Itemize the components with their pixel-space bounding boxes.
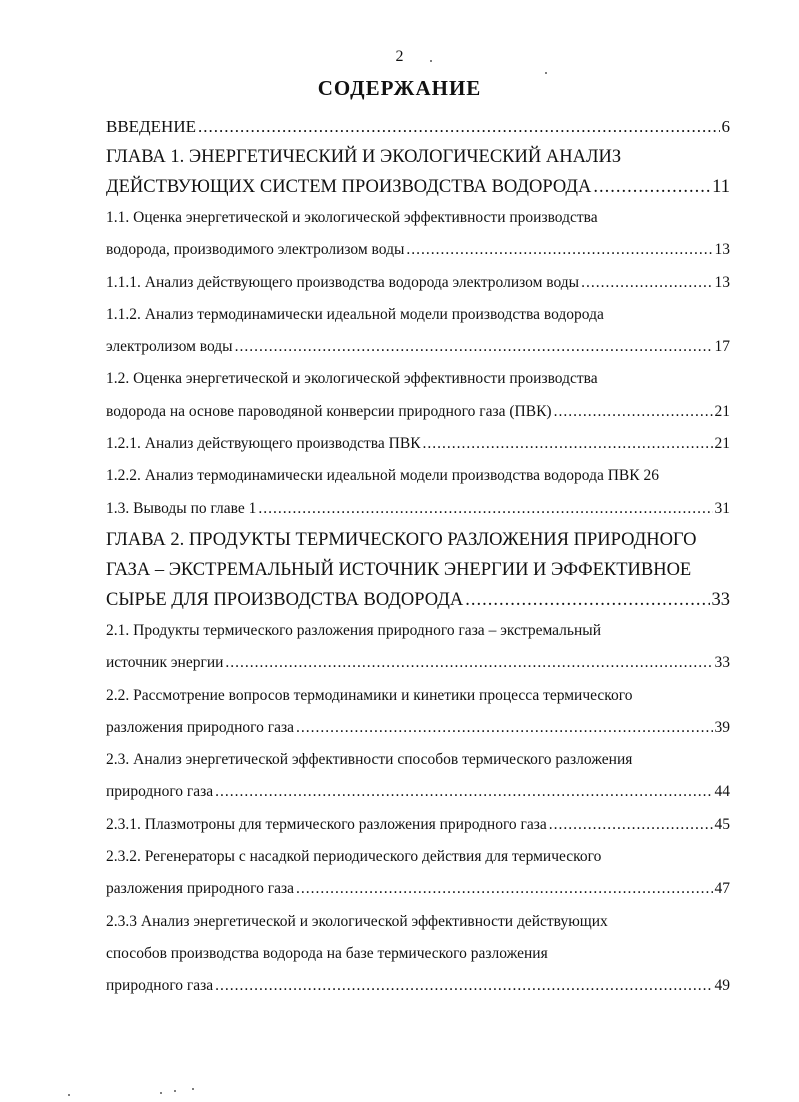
toc-page-number: 31 [714,499,730,517]
toc-entry-text: 1.2.2. Анализ термодинамически идеальной модели производства водорода ПВК 26 [106,467,659,485]
toc-page-number: 39 [714,718,730,736]
toc-page-number: 13 [714,273,730,291]
dot-leader [225,647,712,679]
dot-leader [215,970,712,1002]
toc-entry-text: источник энергии [106,654,224,672]
toc-entry-text: 2.3.1. Плазмотроны для термического разложения природного газа [106,815,547,833]
scan-speck [430,60,432,62]
toc-entry-2-3 [106,744,730,809]
toc-entry-1-3 [106,493,730,525]
table-of-contents [106,112,730,1003]
toc-page-number: 33 [711,589,730,610]
scan-speck [174,1090,176,1092]
toc-entry-text: 1.3. Выводы по главе 1 [106,499,257,517]
toc-entry-text: электролизом воды [106,338,233,356]
dot-leader [549,809,713,841]
toc-entry-text: природного газа [106,977,214,995]
toc-page-number: 47 [714,880,730,898]
toc-entry-1-1-1 [106,267,730,299]
toc-entry-text: 2.2. Рассмотрение вопросов термодинамики и кинетики процесса термического [106,686,633,704]
toc-page-number: 45 [714,815,730,833]
toc-page-number: 33 [714,654,730,672]
toc-page-number: 44 [714,783,730,801]
toc-page-number: 6 [721,117,730,136]
toc-entry-2-3-1 [106,809,730,841]
dot-leader [296,712,713,744]
toc-entry-text: 2.1. Продукты термического разложения природного газа – экстремальный [106,621,601,639]
toc-entry-text: 1.2.1. Анализ действующего производства ПВК [106,435,421,453]
toc-entry-2-3-2 [106,841,730,906]
toc-entry-text: водорода, производимого электролизом воды [106,241,405,259]
toc-entry-1-2-1 [106,428,730,460]
toc-entry-2-2 [106,680,730,745]
scan-speck [160,1092,162,1094]
toc-entry-text: 1.1. Оценка энергетической и экологической эффективности производства [106,209,598,226]
dot-leader [198,112,720,142]
toc-page-number: 13 [714,241,730,259]
scan-speck [192,1088,194,1090]
toc-entry-text: 1.2. Оценка энергетической и экологической эффективности производства [106,370,598,388]
toc-entry-text: СЫРЬЕ ДЛЯ ПРОИЗВОДСТВА ВОДОРОДА [106,589,464,610]
scan-speck [68,1094,70,1096]
toc-entry-2-1 [106,615,730,680]
toc-entry-text: ДЕЙСТВУЮЩИХ СИСТЕМ ПРОИЗВОДСТВА ВОДОРОДА [106,177,592,197]
dot-leader [235,331,713,363]
toc-entry-1-2 [106,363,730,428]
toc-entry-text: разложения природного газа [106,718,294,736]
toc-entry-text: ГАЗА – ЭКСТРЕМАЛЬНЫЙ ИСТОЧНИК ЭНЕРГИИ И ЭФФЕКТИВНОЕ [106,559,692,580]
scan-speck [545,72,547,74]
toc-entry-2-3-3 [106,906,730,1003]
toc-entry-text: разложения природного газа [106,880,294,898]
dot-leader [296,873,713,905]
toc-entry-1-2-2 [106,460,730,492]
dot-leader [465,585,709,615]
toc-entry-text: водорода на основе пароводяной конверсии природного газа (ПВК) [106,402,552,420]
dot-leader [554,396,713,428]
toc-entry-chapter-1 [106,142,730,202]
toc-entry-text: ГЛАВА 2. ПРОДУКТЫ ТЕРМИЧЕСКОГО РАЗЛОЖЕНИЯ ПРИРОДНОГО [106,529,697,550]
toc-entry-text: 2.3.2. Регенераторы с насадкой периодического действия для термического [106,848,602,866]
toc-entry-1-1 [106,202,730,267]
toc-entry-text: ГЛАВА 1. ЭНЕРГЕТИЧЕСКИЙ И ЭКОЛОГИЧЕСКИЙ АНАЛИЗ [106,147,622,167]
toc-entry-introduction [106,112,730,142]
toc-page-number: 17 [714,338,730,356]
toc-entry-text: 2.3.3 Анализ энергетической и экологической эффективности действующих [106,912,608,930]
page-title: СОДЕРЖАНИЕ [317,76,482,100]
dot-leader [406,234,712,266]
dot-leader [215,776,712,808]
toc-page-number: 49 [714,977,730,995]
dot-leader [593,172,710,202]
dot-leader [581,267,712,299]
toc-page-number: 21 [714,435,730,453]
toc-entry-text: ВВЕДЕНИЕ [106,117,196,136]
toc-entry-chapter-2 [106,525,730,615]
dot-leader [423,428,713,460]
toc-entry-text: природного газа [106,783,214,801]
toc-entry-text: 1.1.2. Анализ термодинамически идеальной модели производства водорода [106,305,604,323]
toc-entry-1-1-2 [106,299,730,364]
toc-entry-text: 1.1.1. Анализ действующего производства водорода электролизом воды [106,273,580,291]
toc-page-number: 21 [714,402,730,420]
page-number: 2 [395,48,404,65]
toc-entry-text: 2.3. Анализ энергетической эффективности способов термического разложения [106,751,633,769]
toc-page-number: 11 [712,177,730,197]
toc-entry-text: способов производства водорода на базе термического разложения [106,944,548,962]
dot-leader [258,493,712,525]
